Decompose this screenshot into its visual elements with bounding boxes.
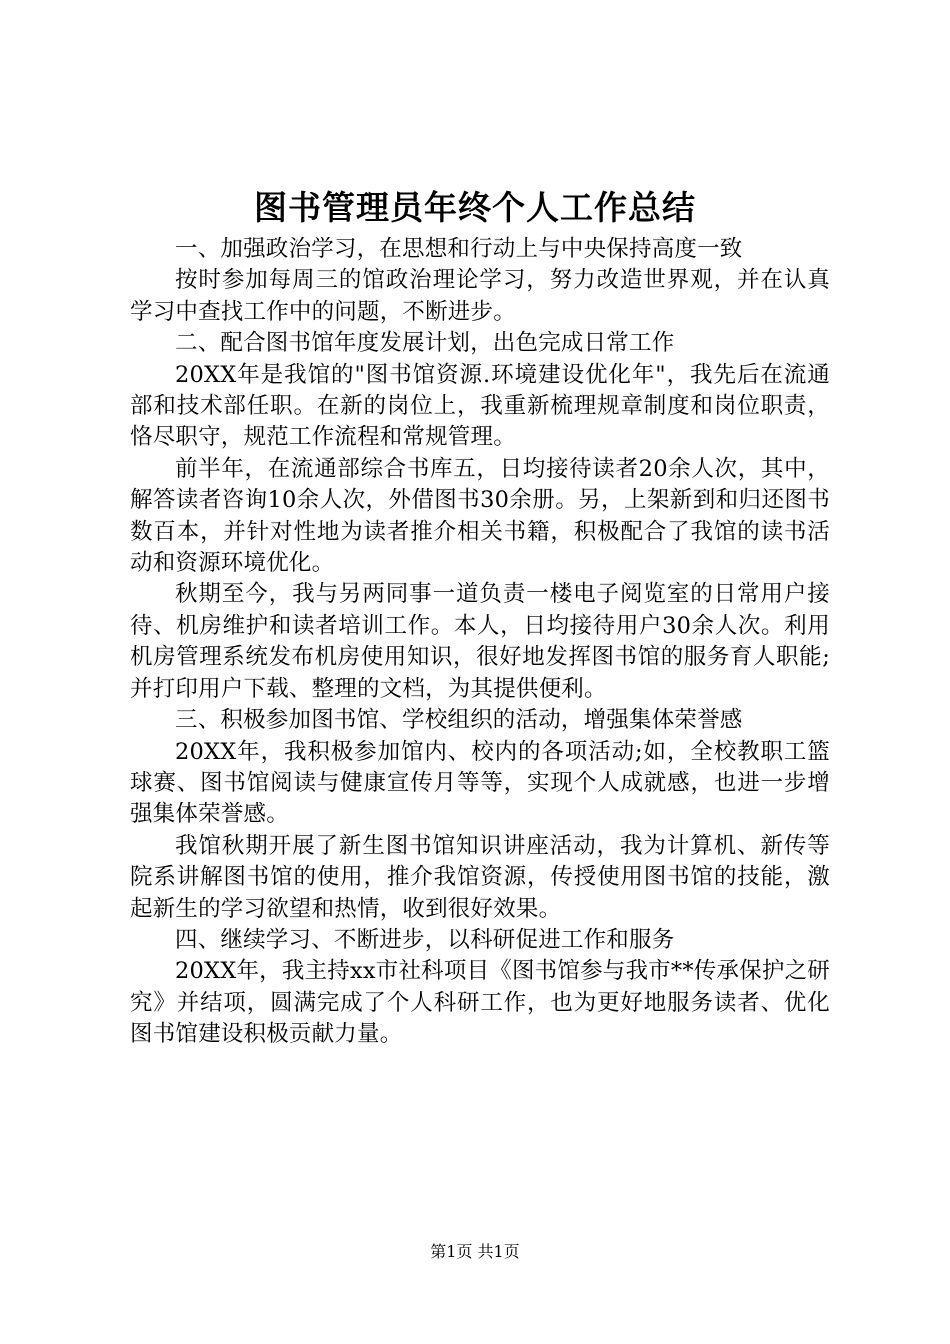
section-heading-3: 三、积极参加图书馆、学校组织的活动，增强集体荣誉感 (175, 707, 743, 734)
document-body (130, 234, 830, 1051)
section-heading-4: 四、继续学习、不断进步，以科研促进工作和服务 (175, 926, 675, 953)
paragraph: 前半年，在流通部综合书库五，日均接待读者20余人次，其中，解答读者咨询10余人次，外借图书30余册。另，上架新到和归还图书数百本，并针对性地为读者推介相关书籍，积极配合了我馆的读书活动和资源环境优化。 (130, 455, 830, 577)
paragraph: 20XX年，我积极参加馆内、校内的各项活动;如，全校教职工篮球赛、图书馆阅读与健康宣传月等等，实现个人成就感，也进一步增强集体荣誉感。 (130, 738, 830, 828)
page-number-footer: 第1页 共1页 (430, 1242, 520, 1261)
paragraph: 秋期至今，我与另两同事一道负责一楼电子阅览室的日常用户接待、机房维护和读者培训工作。本人，日均接待用户30余人次。利用机房管理系统发布机房使用知识，很好地发挥图书馆的服务育人职能;并打印用户下载、整理的文档，为其提供便利。 (130, 581, 830, 702)
paragraph: 20XX年，我主持xx市社科项目《图书馆参与我市**传承保护之研究》并结项，圆满完成了个人科研工作，也为更好地服务读者、优化图书馆建设积极贡献力量。 (130, 958, 830, 1048)
document-title: 图书管理员年终个人工作总结 (254, 188, 696, 227)
section-heading-2: 二、配合图书馆年度发展计划，出色完成日常工作 (175, 330, 675, 357)
paragraph: 20XX年是我馆的"图书馆资源.环境建设优化年"，我先后在流通部和技术部任职。在新的岗位上，我重新梳理规章制度和岗位职责，恪尽职守，规范工作流程和常规管理。 (130, 361, 830, 451)
paragraph: 我馆秋期开展了新生图书馆知识讲座活动，我为计算机、新传等院系讲解图书馆的使用，推介我馆资源，传授使用图书馆的技能，激起新生的学习欲望和热情，收到很好效果。 (130, 832, 830, 922)
section-heading-1: 一、加强政治学习，在思想和行动上与中央保持高度一致 (175, 236, 743, 262)
paragraph: 按时参加每周三的馆政治理论学习，努力改造世界观，并在认真学习中查找工作中的问题，不断进步。 (130, 267, 830, 325)
